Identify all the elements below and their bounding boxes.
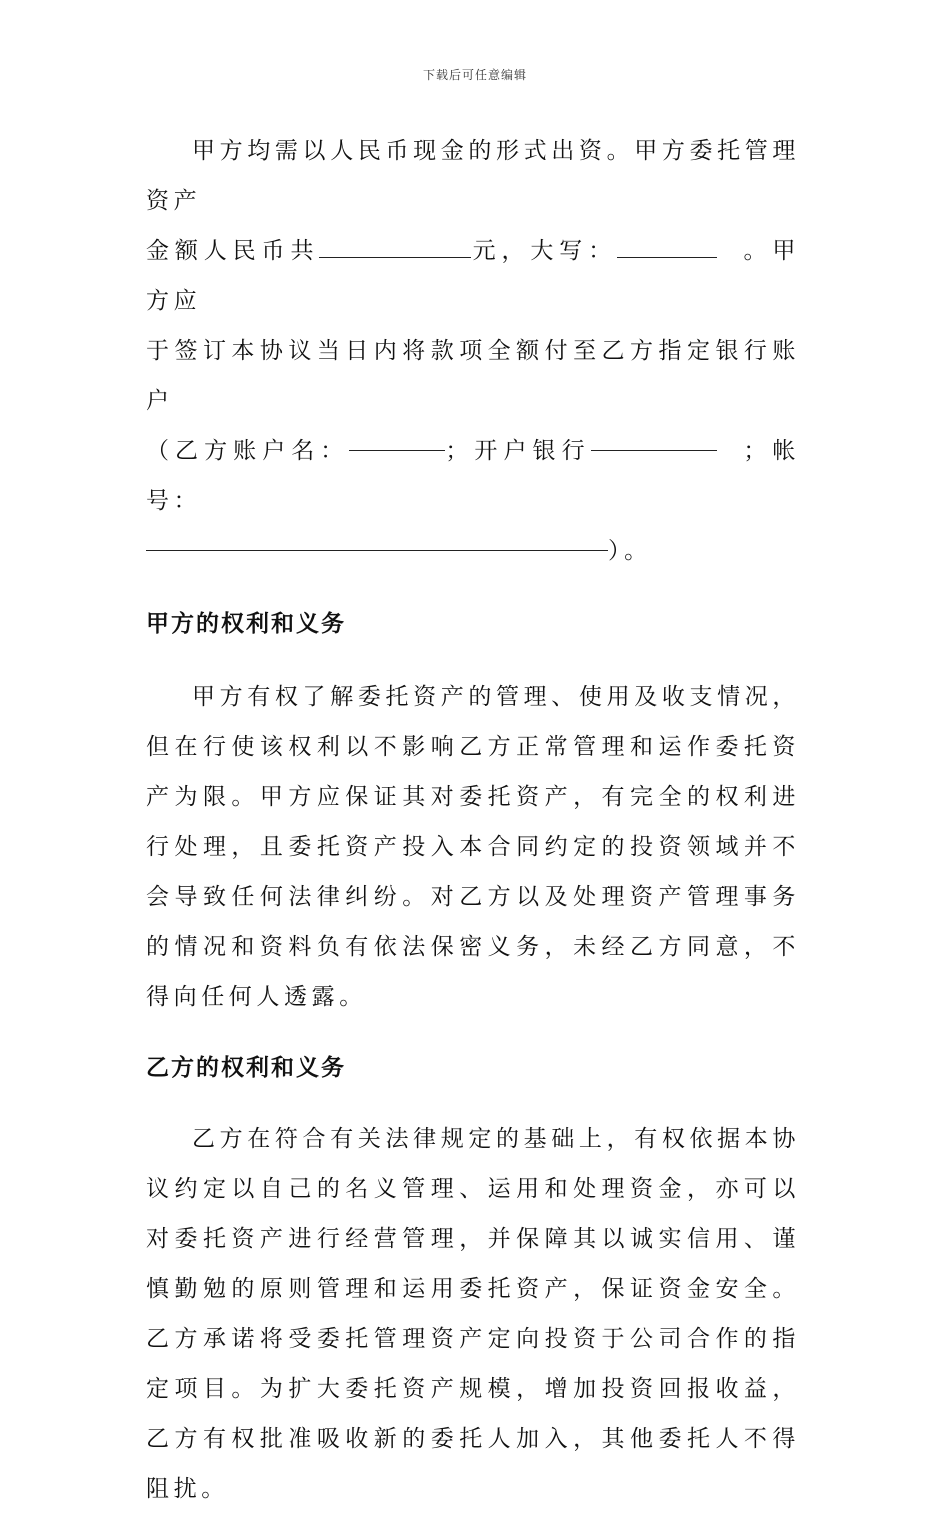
payment-paragraph bbox=[146, 126, 800, 576]
party-b-heading: 乙方的权利和义务 bbox=[146, 1054, 346, 1081]
bank-name-line bbox=[591, 450, 717, 451]
payment-line-5: ）。 bbox=[146, 526, 800, 576]
party-a-paragraph: 甲方有权了解委托资产的管理、使用及收支情况，但在行使该权利以不影响乙方正常管理和运作委托资产为限。甲方应保证其对委托资产，有完全的权利进行处理，且委托资产投入本合同约定的投资领域并不会导致任何法律纠纷。对乙方以及处理资产管理事务的情况和资料负有依法保密义务，未经乙方同意，不得向任何人透露。 bbox=[146, 684, 800, 1010]
party-a-heading: 甲方的权利和义务 bbox=[146, 610, 346, 637]
account-name-line bbox=[349, 450, 445, 451]
payment-line-4: （乙方账户名： ；开户银行 ；帐号： bbox=[146, 438, 801, 514]
payment-line-1: 甲方均需以人民币现金的形式出资。甲方委托管理资产 bbox=[146, 138, 800, 214]
document-body bbox=[146, 126, 800, 1514]
payment-line-2: 金额人民币共 元，大写： 。甲方应 bbox=[146, 238, 800, 314]
payment-line-3: 于签订本协议当日内将款项全额付至乙方指定银行账户 bbox=[146, 338, 800, 414]
amount-blank bbox=[319, 239, 471, 258]
page-header-note: 下载后可任意编辑 bbox=[422, 68, 527, 82]
amount-uppercase-blank bbox=[617, 239, 717, 258]
account-number-line bbox=[146, 550, 608, 551]
party-b-paragraph: 乙方在符合有关法律规定的基础上，有权依据本协议约定以自己的名义管理、运用和处理资金，亦可以对委托资产进行经营管理，并保障其以诚实信用、谨慎勤勉的原则管理和运用委托资产，保证资金安全。乙方承诺将受委托管理资产定向投资于公司合作的指定项目。为扩大委托资产规模，增加投资回报收益，乙方有权批准吸收新的委托人加入，其他委托人不得阻扰。 bbox=[146, 1126, 800, 1502]
